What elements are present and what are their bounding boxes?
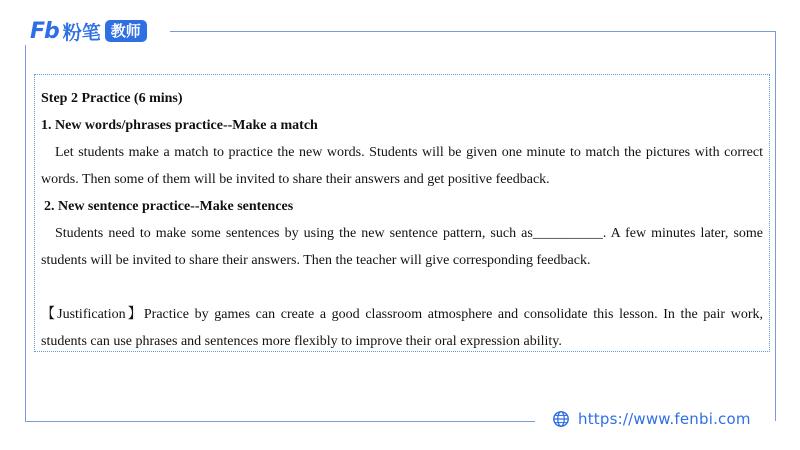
justification-text: 【Justification】Practice by games can create a good classroom atmosphere and consolidate this lesson. In the pair work, students can use phrases and sentences more flexibly to improve their oral expression ability.	[41, 307, 763, 349]
step-title: Step 2 Practice (6 mins)	[41, 91, 183, 106]
frame-bottom-line	[25, 421, 535, 422]
sub1-text: Let students make a match to practice the new words. Students will be given one minute to match the pictures with correct words. Then some of them will be invited to share their answers and get positive feedback.	[41, 145, 763, 187]
lesson-content-box	[34, 74, 770, 352]
frame-top-line	[170, 31, 775, 32]
globe-icon	[552, 410, 570, 428]
sub2-text: Students need to make some sentences by using the new sentence pattern, such as__________. A few minutes later, some students will be invited to share their answers. Then the teacher will give corresponding feedback.	[41, 226, 763, 268]
sub2-title: 2. New sentence practice--Make sentences	[44, 199, 294, 214]
sub1-title: 1. New words/phrases practice--Make a match	[41, 118, 318, 133]
logo-name: 粉笔	[62, 21, 101, 44]
logo-badge: 教师	[105, 20, 147, 42]
logo-mark: Fb	[30, 18, 59, 44]
fenbi-logo	[30, 18, 147, 44]
footer	[552, 408, 751, 430]
frame-left-line	[25, 45, 26, 421]
website-url[interactable]: https://www.fenbi.com	[578, 410, 751, 428]
spacer	[41, 274, 763, 301]
frame-right-line	[775, 31, 776, 421]
